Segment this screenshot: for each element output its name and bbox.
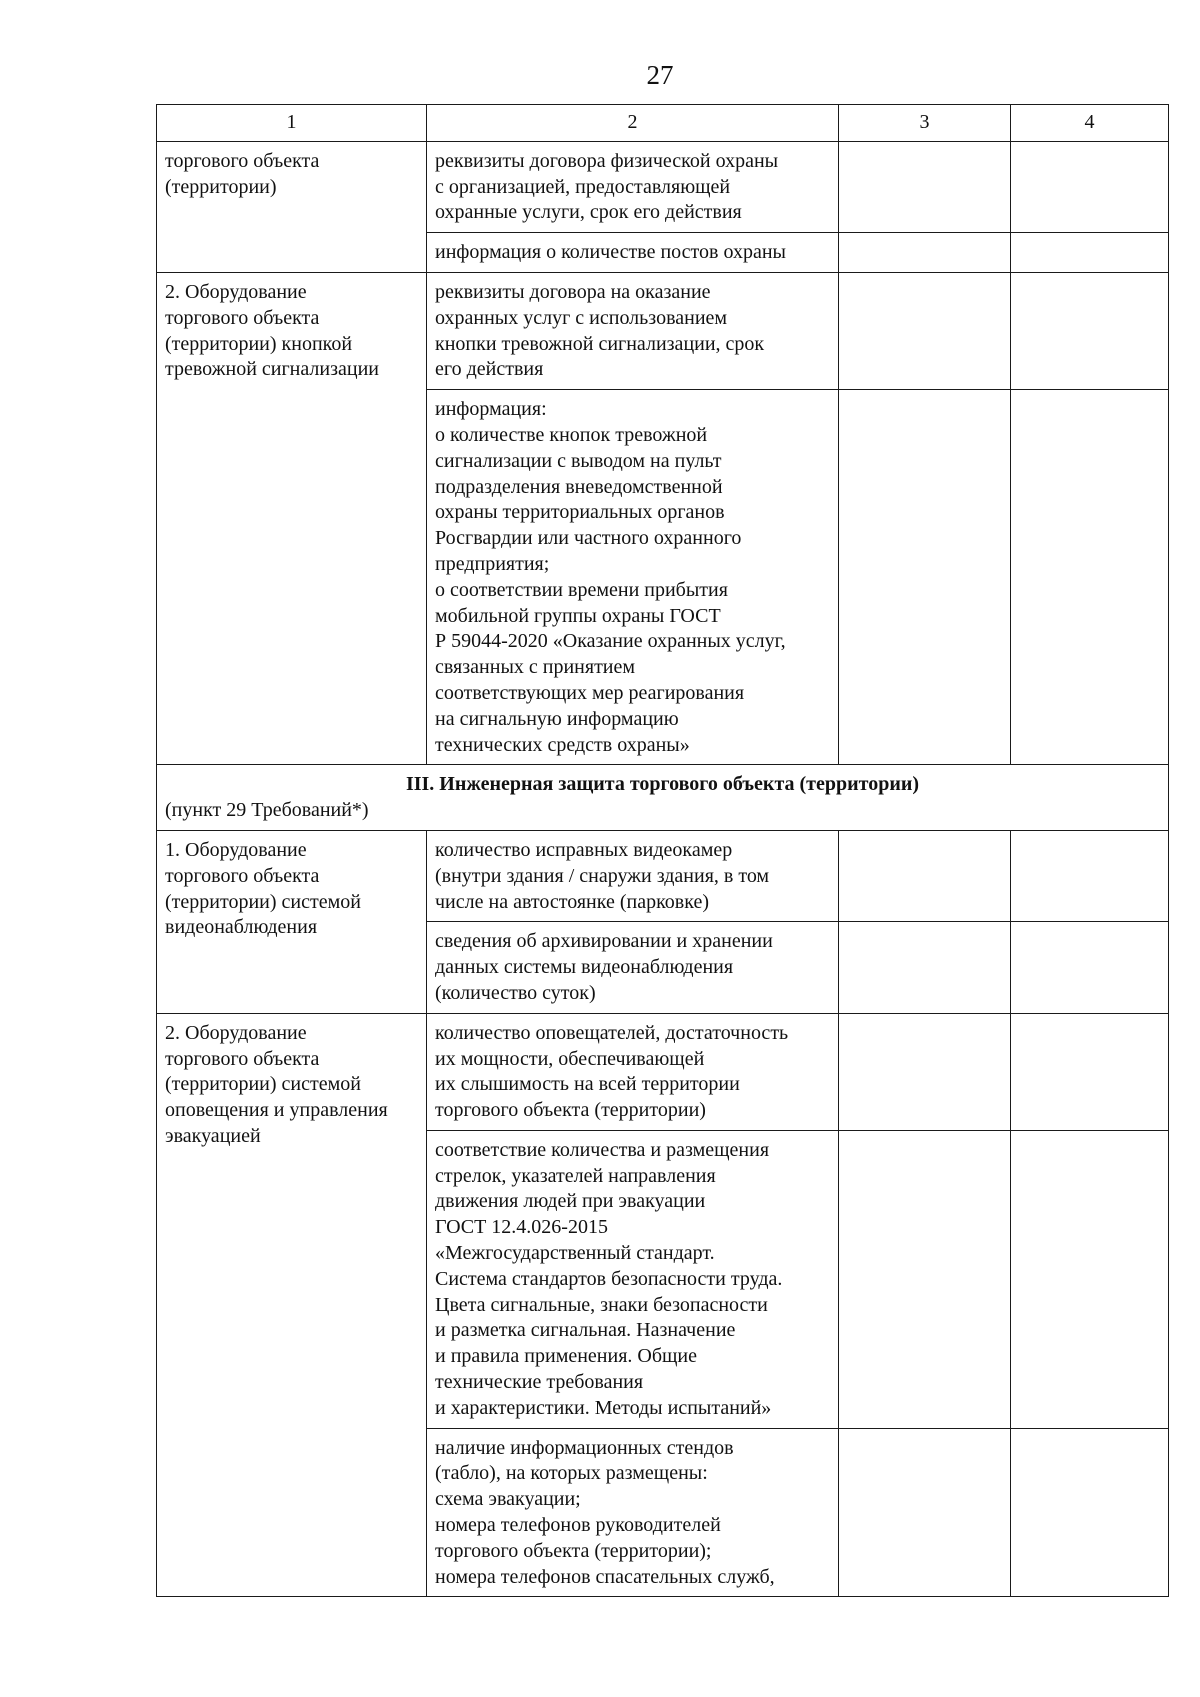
table-header-row [157,105,1169,142]
empty-cell [839,1013,1011,1130]
item-cell: информация: о количестве кнопок тревожной сигнализации с выводом на пульт подразделения вневедомственной охраны территориальных органов Росгвардии или частного охранного предприятия; о соответствии времени прибытия мобильной группы охраны ГОСТ Р 59044-2020 «Оказание охранных услуг, связанных с принятием соответствующих мер реагирования на сигнальную информацию технических средств охраны» [427,390,839,765]
table-row [157,830,1169,921]
empty-cell [1011,922,1169,1013]
table-row [157,1013,1169,1130]
item-cell: количество исправных видеокамер (внутри здания / снаружи здания, в том числе на автостоянке (парковке) [427,830,839,921]
table-row [157,272,1169,389]
criterion-cell: 2. Оборудование торгового объекта (территории) кнопкой тревожной сигнализации [157,272,427,764]
empty-cell [839,1130,1011,1428]
item-cell: реквизиты договора на оказание охранных услуг с использованием кнопки тревожной сигнализации, срок его действия [427,272,839,389]
empty-cell [839,141,1011,232]
section-cell [157,765,1169,831]
column-header-3: 3 [839,105,1011,142]
item-cell: реквизиты договора физической охраны с организацией, предоставляющей охранные услуги, срок его действия [427,141,839,232]
column-header-1: 1 [157,105,427,142]
item-cell: наличие информационных стендов (табло), на которых размещены: схема эвакуации; номера телефонов руководителей торгового объекта (территории); номера телефонов спасательных служб, [427,1428,839,1597]
empty-cell [1011,1130,1169,1428]
item-cell: количество оповещателей, достаточность их мощности, обеспечивающей их слышимость на всей территории торгового объекта (территории) [427,1013,839,1130]
empty-cell [839,233,1011,273]
column-header-4: 4 [1011,105,1169,142]
empty-cell [839,830,1011,921]
empty-cell [839,1428,1011,1597]
empty-cell [839,922,1011,1013]
criterion-cell: 1. Оборудование торгового объекта (территории) системой видеонаблюдения [157,830,427,1013]
page-number: 27 [646,60,674,90]
empty-cell [839,272,1011,389]
item-cell: информация о количестве постов охраны [427,233,839,273]
item-cell: соответствие количества и размещения стрелок, указателей направления движения людей при эвакуации ГОСТ 12.4.026-2015 «Межгосударственный стандарт. Система стандартов безопасности труда. Цвета сигнальные, знаки безопасности и разметка сигнальная. Назначение и правила применения. Общие технические требования и характеристики. Методы испытаний» [427,1130,839,1428]
section-row [157,765,1169,831]
empty-cell [839,390,1011,765]
empty-cell [1011,272,1169,389]
criterion-cell: 2. Оборудование торгового объекта (территории) системой оповещения и управления эвакуацией [157,1013,427,1597]
column-header-2: 2 [427,105,839,142]
empty-cell [1011,141,1169,232]
empty-cell [1011,390,1169,765]
requirements-table [156,104,1169,1597]
item-cell: сведения об архивировании и хранении данных системы видеонаблюдения (количество суток) [427,922,839,1013]
table-row [157,141,1169,232]
empty-cell [1011,830,1169,921]
section-subtitle: (пункт 29 Требований*) [165,799,369,822]
empty-cell [1011,233,1169,273]
empty-cell [1011,1428,1169,1597]
criterion-cell: торгового объекта (территории) [157,141,427,272]
section-title: III. Инженерная защита торгового объекта (территории) [405,773,920,796]
empty-cell [1011,1013,1169,1130]
